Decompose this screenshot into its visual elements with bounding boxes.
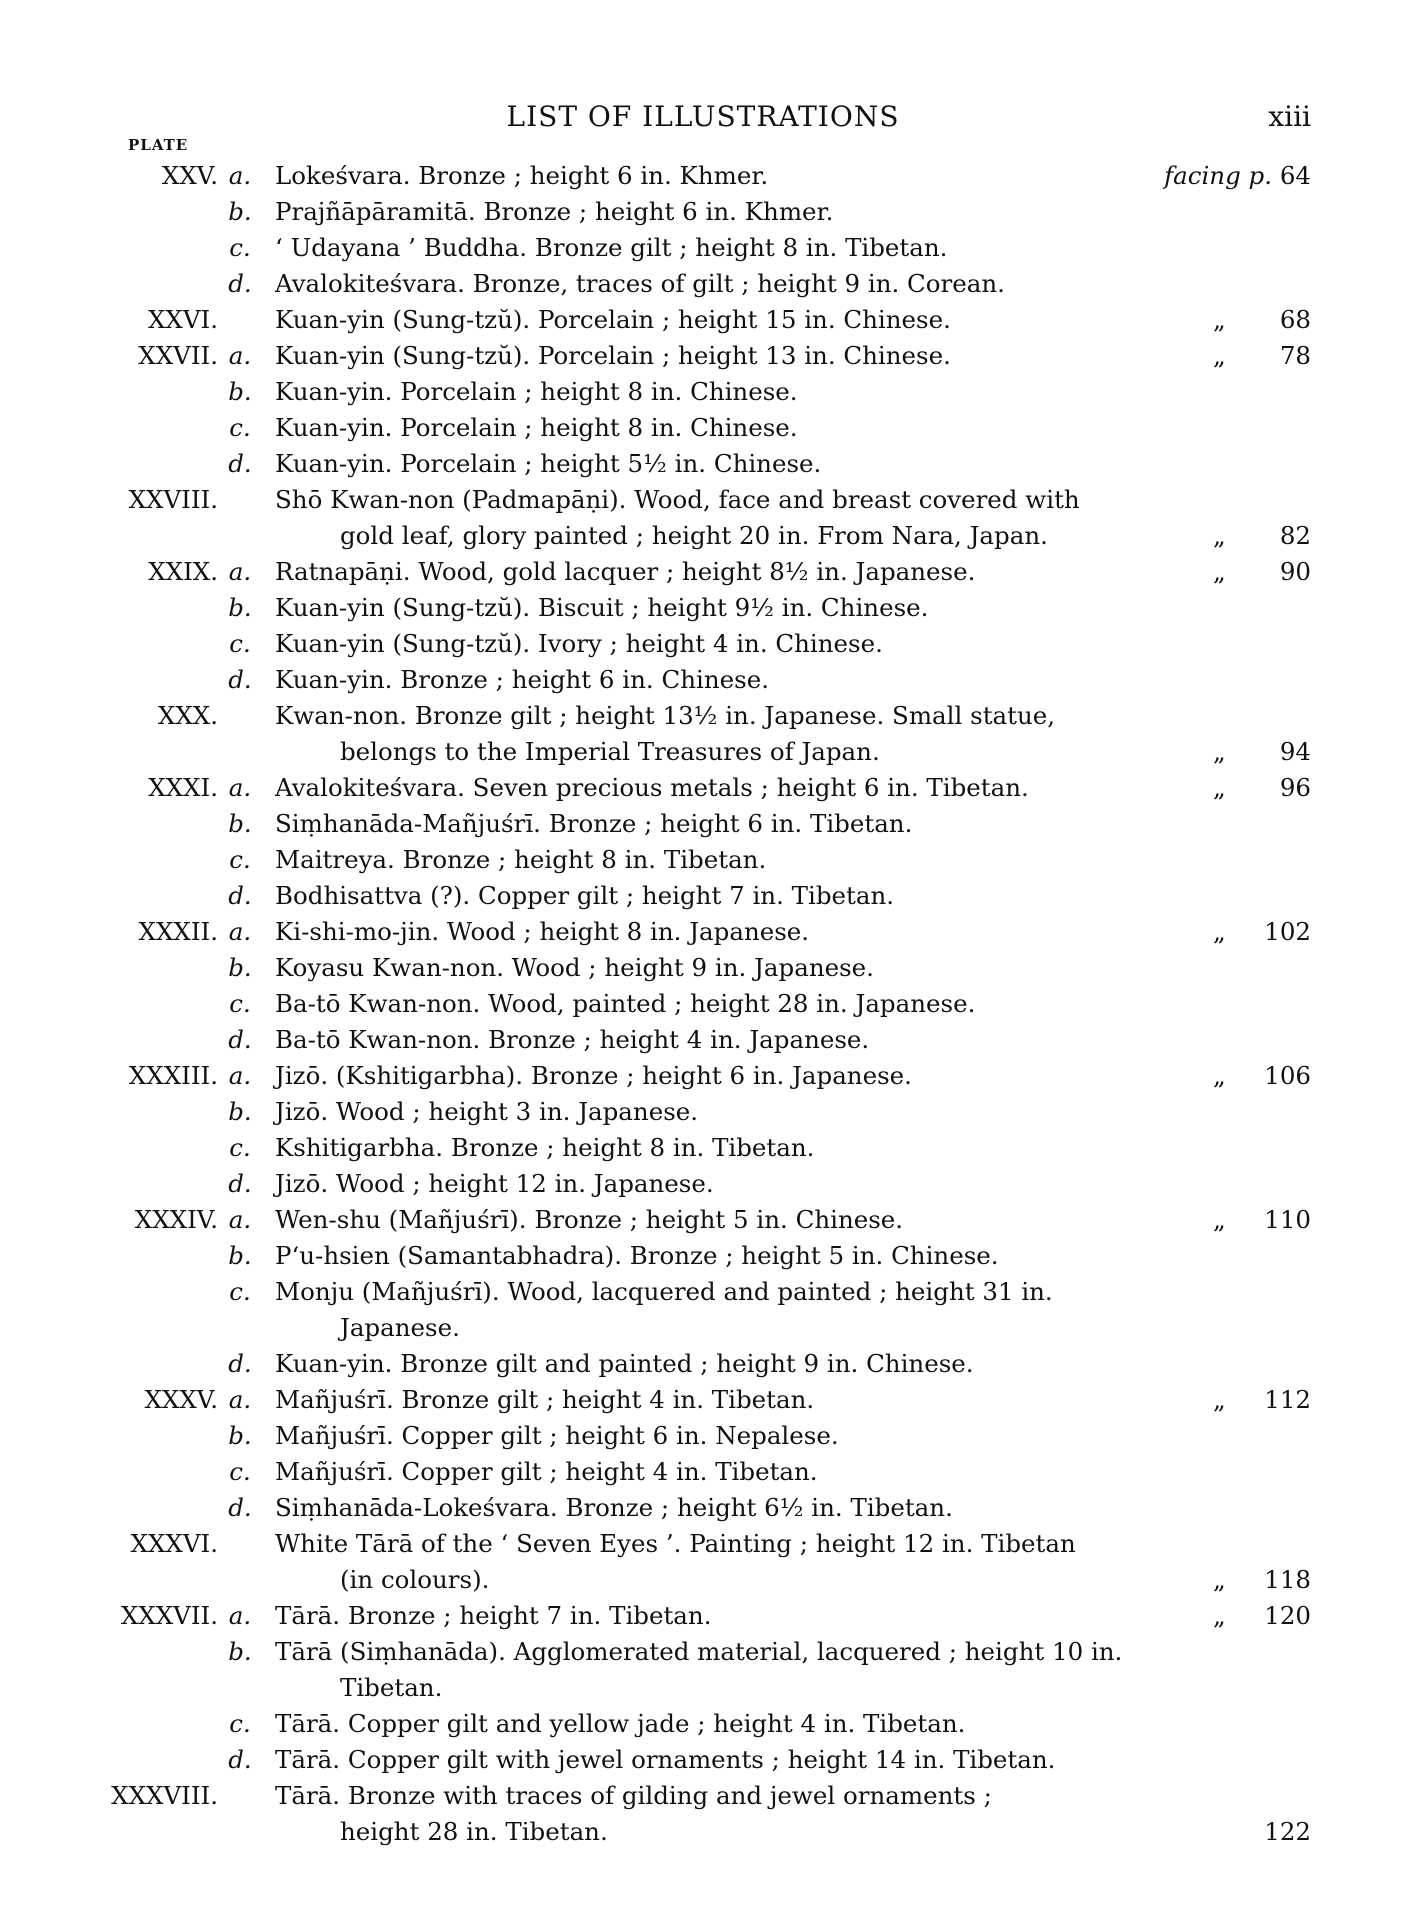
plate-letter: b. <box>228 593 252 622</box>
illustration-description: Tārā. Copper gilt with jewel ornaments ; height 14 in. Tibetan. <box>275 1745 1056 1774</box>
ditto-mark: „ <box>1213 737 1226 766</box>
plate-letter: c. <box>229 413 251 442</box>
plate-number: XXX. <box>157 701 218 730</box>
list-item <box>0 554 1406 590</box>
illustration-description: Tibetan. <box>340 1673 443 1702</box>
illustration-description: Kwan-non. Bronze gilt ; height 13½ in. Japanese. Small statue, <box>275 701 1056 730</box>
plate-number: XXXVII. <box>120 1601 218 1630</box>
list-item <box>0 734 1406 770</box>
plate-letter: d. <box>228 269 252 298</box>
list-item <box>0 590 1406 626</box>
list-item <box>0 518 1406 554</box>
list-item <box>0 1130 1406 1166</box>
facing-page-number: 90 <box>1279 557 1311 586</box>
list-item <box>0 1310 1406 1346</box>
illustration-description: Kuan-yin (Sung-tzŭ). Biscuit ; height 9½ in. Chinese. <box>275 593 929 622</box>
illustration-description: Kuan-yin (Sung-tzŭ). Porcelain ; height 15 in. Chinese. <box>275 305 951 334</box>
ditto-mark: „ <box>1213 521 1226 550</box>
illustration-description: Kuan-yin. Bronze gilt and painted ; height 9 in. Chinese. <box>275 1349 974 1378</box>
list-item <box>0 1382 1406 1418</box>
illustration-description: Avalokiteśvara. Seven precious metals ; height 6 in. Tibetan. <box>275 773 1029 802</box>
list-item <box>0 1490 1406 1526</box>
ditto-mark: „ <box>1213 305 1226 334</box>
plate-letter: d. <box>228 665 252 694</box>
list-item <box>0 662 1406 698</box>
plate-column-label: PLATE <box>128 136 189 154</box>
illustration-description: Tārā. Bronze ; height 7 in. Tibetan. <box>275 1601 712 1630</box>
illustration-description: Ba-tō Kwan-non. Bronze ; height 4 in. Japanese. <box>275 1025 870 1054</box>
facing-page-number: 94 <box>1279 737 1311 766</box>
list-item <box>0 1778 1406 1814</box>
ditto-mark: „ <box>1213 1205 1226 1234</box>
illustration-description: Kuan-yin. Porcelain ; height 8 in. Chinese. <box>275 413 798 442</box>
illustration-description: ‘ Udayana ’ Buddha. Bronze gilt ; height 8 in. Tibetan. <box>275 233 948 262</box>
plate-number: XXXV. <box>144 1385 218 1414</box>
list-item <box>0 1022 1406 1058</box>
plate-letter: d. <box>228 1349 252 1378</box>
plate-letter: b. <box>228 1241 252 1270</box>
plate-letter: b. <box>228 1637 252 1666</box>
plate-letter: b. <box>228 197 252 226</box>
illustration-description: Tārā. Bronze with traces of gilding and jewel ornaments ; <box>275 1781 992 1810</box>
illustration-description: Mañjuśrī. Copper gilt ; height 6 in. Nepalese. <box>275 1421 839 1450</box>
plate-letter: b. <box>228 377 252 406</box>
list-item <box>0 914 1406 950</box>
plate-number: XXXIII. <box>128 1061 218 1090</box>
illustration-description: Mañjuśrī. Bronze gilt ; height 4 in. Tibetan. <box>275 1385 815 1414</box>
list-item <box>0 1742 1406 1778</box>
facing-page-number: 122 <box>1264 1817 1311 1846</box>
illustration-description: Kuan-yin (Sung-tzŭ). Ivory ; height 4 in. Chinese. <box>275 629 883 658</box>
list-item <box>0 266 1406 302</box>
plate-letter: d. <box>228 1493 252 1522</box>
illustration-description: Monju (Mañjuśrī). Wood, lacquered and painted ; height 31 in. <box>275 1277 1053 1306</box>
ditto-mark: „ <box>1213 341 1226 370</box>
illustration-description: Mañjuśrī. Copper gilt ; height 4 in. Tibetan. <box>275 1457 818 1486</box>
list-item <box>0 1166 1406 1202</box>
list-item <box>0 1274 1406 1310</box>
list-item <box>0 338 1406 374</box>
list-item <box>0 410 1406 446</box>
facing-page-number: 120 <box>1264 1601 1311 1630</box>
illustration-description: White Tārā of the ‘ Seven Eyes ’. Painting ; height 12 in. Tibetan <box>275 1529 1076 1558</box>
plate-letter: a. <box>228 1385 252 1414</box>
list-item <box>0 770 1406 806</box>
illustration-description: Tārā. Copper gilt and yellow jade ; height 4 in. Tibetan. <box>275 1709 966 1738</box>
illustration-description: Jizō. (Kshitigarbha). Bronze ; height 6 in. Japanese. <box>275 1061 912 1090</box>
list-item <box>0 1346 1406 1382</box>
list-item <box>0 1634 1406 1670</box>
facing-page-number: 110 <box>1264 1205 1311 1234</box>
list-item <box>0 1562 1406 1598</box>
plate-letter: a. <box>228 1061 252 1090</box>
facing-page-number: 112 <box>1264 1385 1311 1414</box>
plate-letter: a. <box>228 1601 252 1630</box>
list-item <box>0 626 1406 662</box>
facing-page-number: 118 <box>1264 1565 1311 1594</box>
illustration-description: Wen-shu (Mañjuśrī). Bronze ; height 5 in. Chinese. <box>275 1205 904 1234</box>
list-item <box>0 446 1406 482</box>
illustration-description: (in colours). <box>340 1565 490 1594</box>
plate-number: XXVI. <box>147 305 218 334</box>
illustration-description: Bodhisattva (?). Copper gilt ; height 7 in. Tibetan. <box>275 881 895 910</box>
facing-page-number: 102 <box>1264 917 1311 946</box>
plate-letter: d. <box>228 1745 252 1774</box>
facing-page-number: 106 <box>1264 1061 1311 1090</box>
plate-number: XXV. <box>161 161 218 190</box>
ditto-mark: „ <box>1213 1565 1226 1594</box>
facing-page-number: 82 <box>1279 521 1311 550</box>
list-item <box>0 1094 1406 1130</box>
illustration-description: Kuan-yin. Porcelain ; height 8 in. Chinese. <box>275 377 798 406</box>
facing-page-number: 64 <box>1279 161 1311 190</box>
list-item <box>0 698 1406 734</box>
list-item <box>0 1526 1406 1562</box>
illustration-description: Tārā (Siṃhanāda). Agglomerated material, lacquered ; height 10 in. <box>275 1637 1123 1666</box>
list-item <box>0 158 1406 194</box>
list-item <box>0 1058 1406 1094</box>
illustration-description: Siṃhanāda-Mañjuśrī. Bronze ; height 6 in. Tibetan. <box>275 809 913 838</box>
facing-page-ref <box>1164 158 1311 194</box>
facing-page-number: 68 <box>1279 305 1311 334</box>
plate-letter: b. <box>228 1097 252 1126</box>
ditto-mark: „ <box>1213 1385 1226 1414</box>
page-title: LIST OF ILLUSTRATIONS <box>506 100 900 133</box>
plate-number: XXXVIII. <box>111 1781 218 1810</box>
plate-letter: c. <box>229 1709 251 1738</box>
ditto-mark: „ <box>1213 773 1226 802</box>
plate-letter: c. <box>229 1133 251 1162</box>
page-number: xiii <box>1268 100 1311 133</box>
plate-number: XXXII. <box>138 917 218 946</box>
illustration-description: height 28 in. Tibetan. <box>340 1817 608 1846</box>
illustration-description: Ki-shi-mo-jin. Wood ; height 8 in. Japanese. <box>275 917 810 946</box>
plate-letter: c. <box>229 233 251 262</box>
illustration-description: belongs to the Imperial Treasures of Japan. <box>340 737 880 766</box>
plate-letter: c. <box>229 1277 251 1306</box>
ditto-mark: „ <box>1213 917 1226 946</box>
list-item <box>0 986 1406 1022</box>
illustration-description: Kuan-yin. Bronze ; height 6 in. Chinese. <box>275 665 769 694</box>
plate-number: XXXI. <box>148 773 218 802</box>
list-item <box>0 950 1406 986</box>
plate-letter: c. <box>229 989 251 1018</box>
plate-letter: a. <box>228 341 252 370</box>
illustration-description: Jizō. Wood ; height 3 in. Japanese. <box>275 1097 699 1126</box>
list-item <box>0 878 1406 914</box>
plate-letter: b. <box>228 1421 252 1450</box>
illustration-description: P‘u-hsien (Samantabhadra). Bronze ; height 5 in. Chinese. <box>275 1241 999 1270</box>
plate-letter: d. <box>228 1025 252 1054</box>
illustration-description: Kshitigarbha. Bronze ; height 8 in. Tibetan. <box>275 1133 815 1162</box>
list-item <box>0 1202 1406 1238</box>
list-item <box>0 1598 1406 1634</box>
illustration-description: Japanese. <box>340 1313 460 1342</box>
illustrations-list <box>0 158 1406 1850</box>
plate-letter: c. <box>229 629 251 658</box>
list-item <box>0 1454 1406 1490</box>
ditto-mark: „ <box>1213 1061 1226 1090</box>
list-item <box>0 1418 1406 1454</box>
list-item <box>0 482 1406 518</box>
plate-letter: d. <box>228 1169 252 1198</box>
plate-letter: d. <box>228 449 252 478</box>
plate-number: XXVII. <box>138 341 218 370</box>
plate-letter: b. <box>228 809 252 838</box>
plate-letter: d. <box>228 881 252 910</box>
illustration-description: Ratnapāṇi. Wood, gold lacquer ; height 8½ in. Japanese. <box>275 557 976 586</box>
illustration-description: Jizō. Wood ; height 12 in. Japanese. <box>275 1169 714 1198</box>
list-item <box>0 1706 1406 1742</box>
facing-page-number: 78 <box>1279 341 1311 370</box>
illustration-description: Ba-tō Kwan-non. Wood, painted ; height 28 in. Japanese. <box>275 989 976 1018</box>
plate-letter: a. <box>228 773 252 802</box>
plate-number: XXVIII. <box>128 485 218 514</box>
plate-letter: a. <box>228 917 252 946</box>
illustration-description: Koyasu Kwan-non. Wood ; height 9 in. Japanese. <box>275 953 874 982</box>
list-item <box>0 1670 1406 1706</box>
ditto-mark: „ <box>1213 557 1226 586</box>
plate-number: XXXIV. <box>134 1205 218 1234</box>
list-item <box>0 194 1406 230</box>
plate-letter: a. <box>228 1205 252 1234</box>
list-item <box>0 302 1406 338</box>
list-item <box>0 842 1406 878</box>
plate-letter: a. <box>228 161 252 190</box>
illustration-description: Prajñāpāramitā. Bronze ; height 6 in. Khmer. <box>275 197 834 226</box>
list-item <box>0 230 1406 266</box>
list-item <box>0 1238 1406 1274</box>
plate-number: XXIX. <box>148 557 218 586</box>
illustration-description: Kuan-yin (Sung-tzŭ). Porcelain ; height 13 in. Chinese. <box>275 341 951 370</box>
plate-letter: b. <box>228 953 252 982</box>
plate-number: XXXVI. <box>130 1529 218 1558</box>
plate-letter: c. <box>229 1457 251 1486</box>
plate-letter: a. <box>228 557 252 586</box>
list-item <box>0 374 1406 410</box>
facing-page-number: 96 <box>1279 773 1311 802</box>
illustration-description: Maitreya. Bronze ; height 8 in. Tibetan. <box>275 845 767 874</box>
illustration-description: Siṃhanāda-Lokeśvara. Bronze ; height 6½ in. Tibetan. <box>275 1493 953 1522</box>
facing-label: facing p. <box>1164 161 1273 190</box>
list-item <box>0 806 1406 842</box>
illustration-description: Shō Kwan-non (Padmapāṇi). Wood, face and breast covered with <box>275 485 1080 514</box>
plate-letter: c. <box>229 845 251 874</box>
illustration-description: Avalokiteśvara. Bronze, traces of gilt ; height 9 in. Corean. <box>275 269 1005 298</box>
illustration-description: gold leaf, glory painted ; height 20 in. From Nara, Japan. <box>340 521 1048 550</box>
illustration-description: Kuan-yin. Porcelain ; height 5½ in. Chinese. <box>275 449 822 478</box>
illustration-description: Lokeśvara. Bronze ; height 6 in. Khmer. <box>275 161 769 190</box>
ditto-mark: „ <box>1213 1601 1226 1630</box>
list-item <box>0 1814 1406 1850</box>
